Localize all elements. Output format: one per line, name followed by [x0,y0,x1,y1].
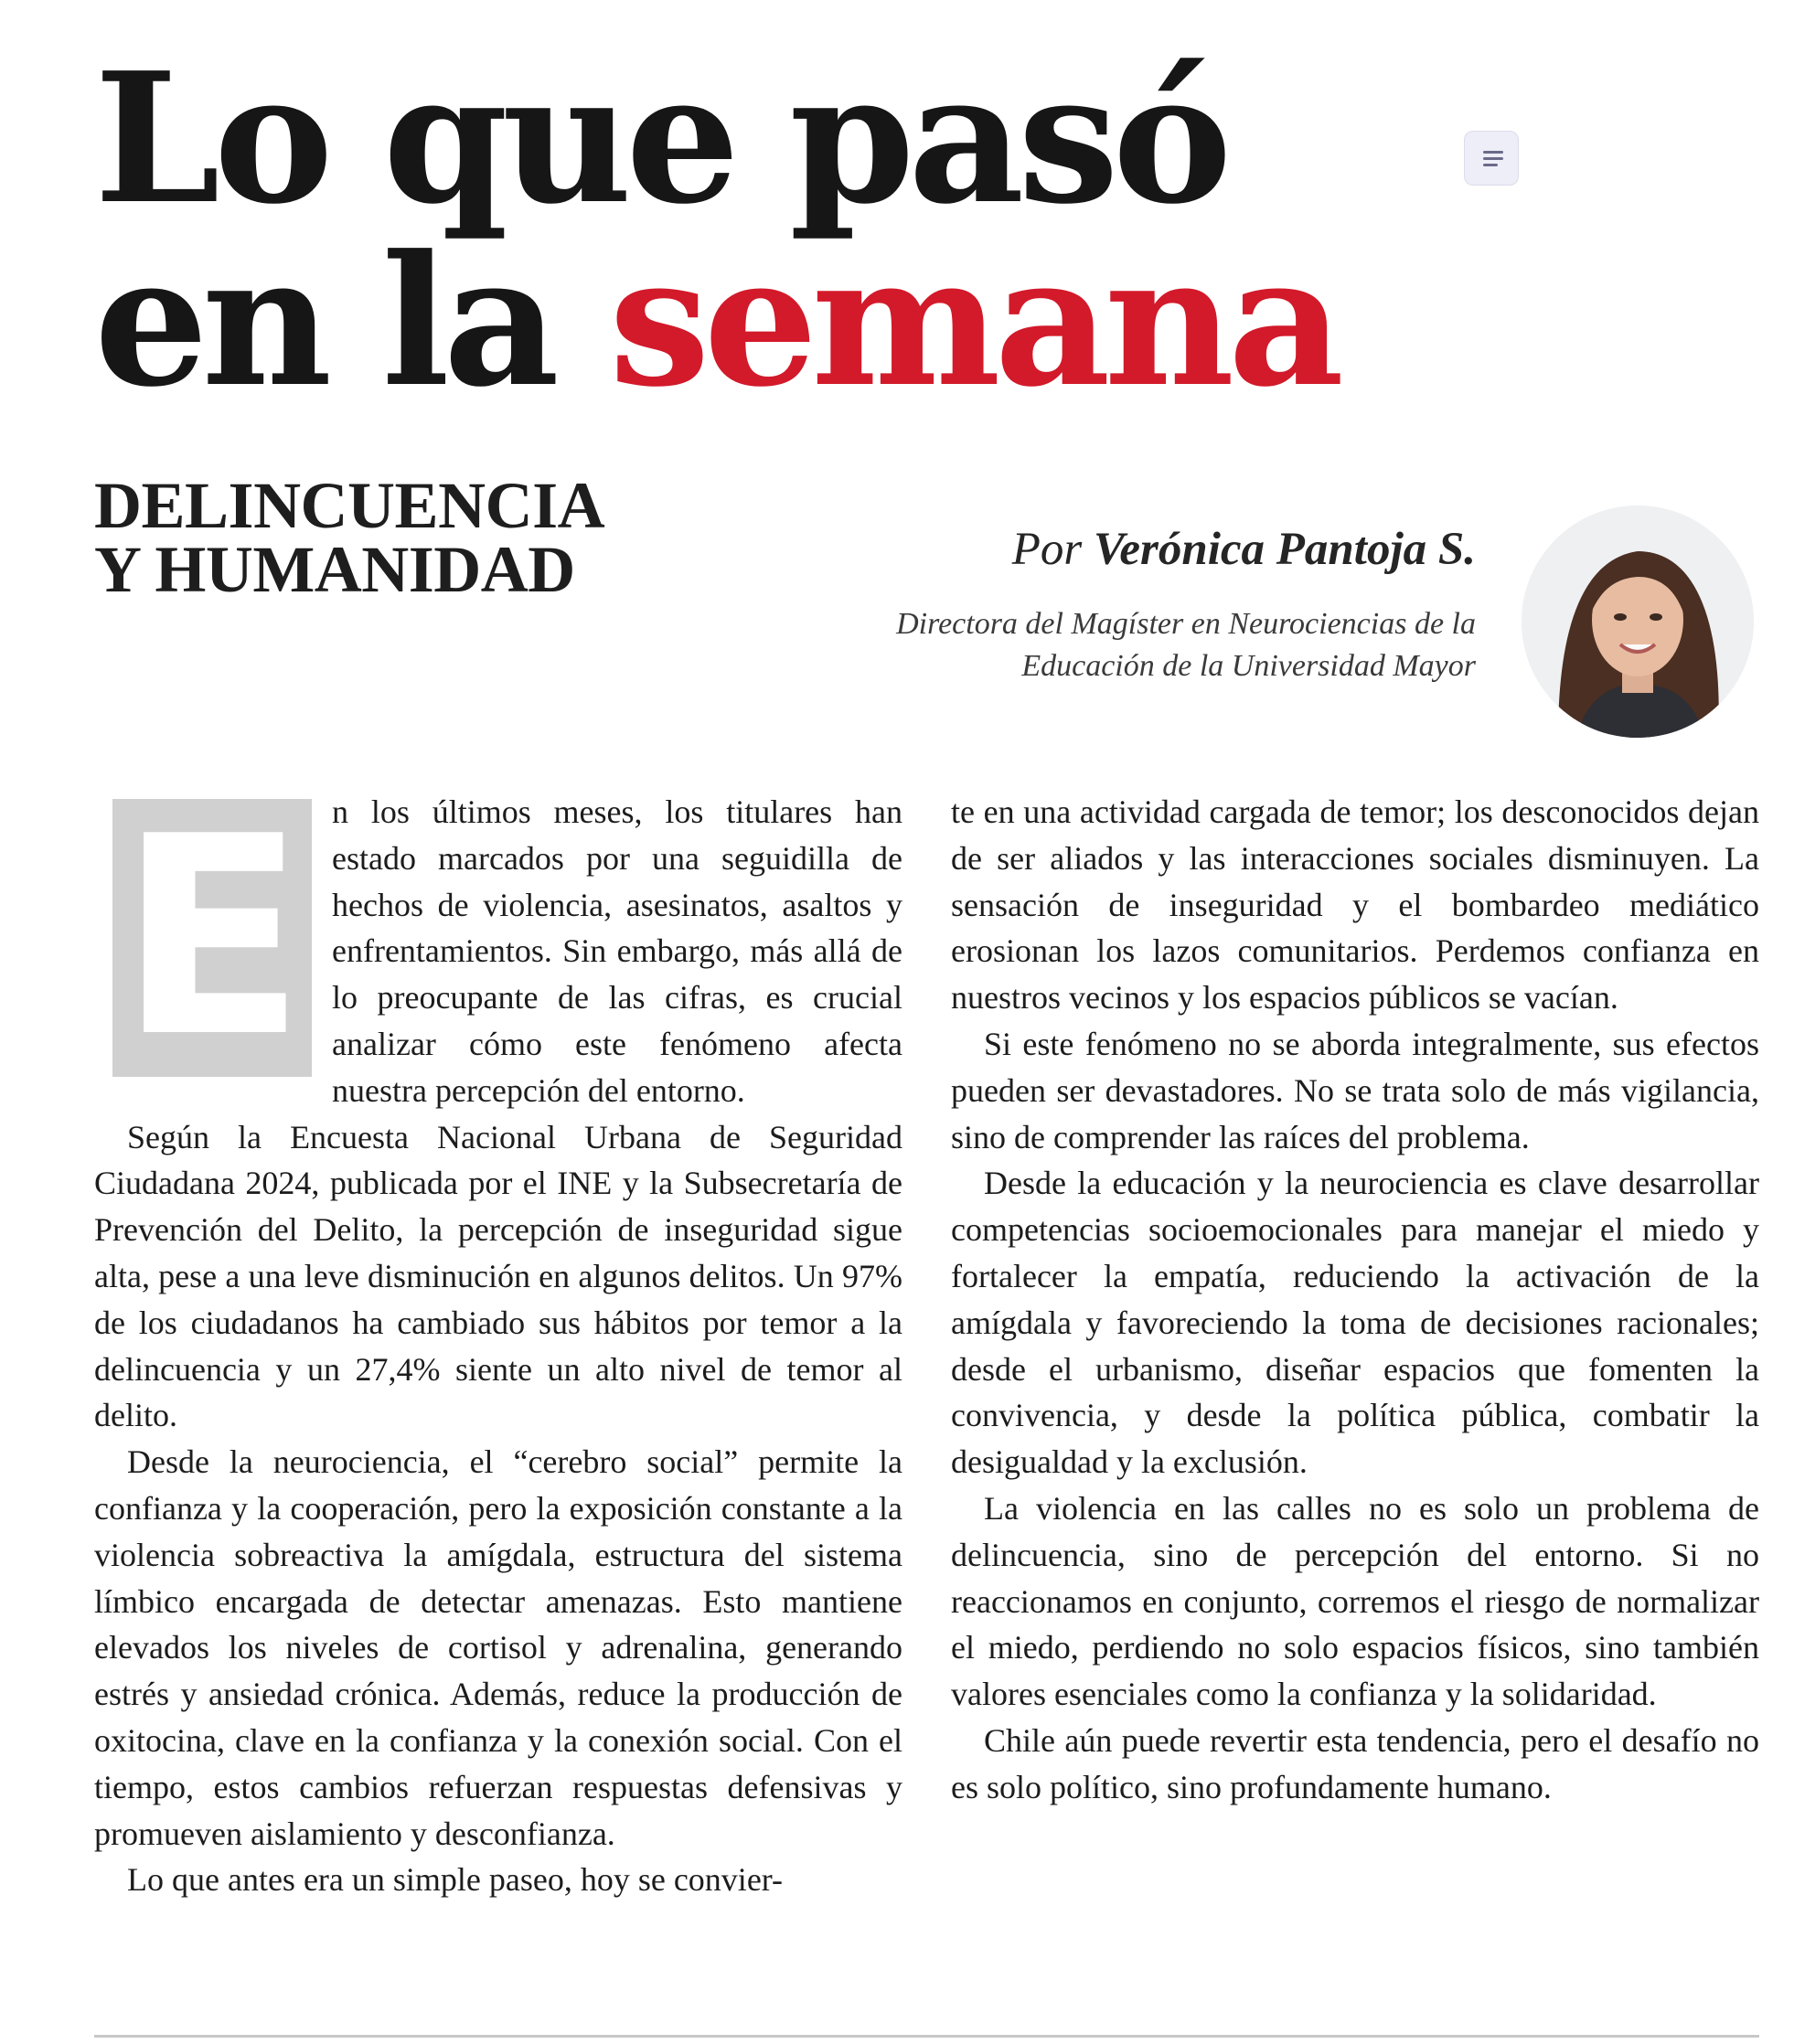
page-title [94,34,1339,427]
article-column-1 [94,778,902,1903]
author-role-line-1: Directora del Magíster en Neurociencias de la [896,607,1476,641]
bottom-divider [94,2035,1759,2038]
article-paragraph: te en una actividad cargada de temor; los desconocidos dejan de ser aliados y las interacciones sociales disminuyen. La sensación de inseguridad y el bombardeo mediático erosionan los lazos comunitarios. Perdemos confianza en nuestros vecinos y los espacios públicos se vacían. [951,793,1759,1017]
menu-lines-icon[interactable] [1464,131,1519,186]
title-line-1: Lo que pasó [94,34,1226,244]
article-paragraph: Si este fenómeno no se aborda integralmente, sus efectos pueden ser devastadores. No se trata solo de más vigilancia, sino de comprender las raíces del problema. [951,1025,1759,1155]
author-portrait-icon [1522,506,1754,738]
byline [1012,523,1476,576]
section-title [94,469,605,606]
section-title-line-2: Y HUMANIDAD [94,533,575,606]
article-paragraph: Lo que antes era un simple paseo, hoy se convier- [127,1861,784,1899]
author-role-line-2: Educación de la Universidad Mayor [1021,649,1476,683]
article-paragraph: Desde la neurociencia, el “cerebro social” permite la confianza y la cooperación, pero la exposición constante a la violencia sobreactiva la amígdala, estructura del sistema límbico encargada de detectar amenazas. Esto mantiene elevados los niveles de cortisol y adrenalina, generando estrés y ansiedad crónica. Además, reduce la producción de oxitocina, clave en la confianza y la conexión social. Con el tiempo, estos cambios refuerzan respuestas defensivas y promueven aislamiento y desconfianza. [94,1443,902,1852]
article-paragraph: Desde la educación y la neurociencia es clave desarrollar competencias socioemocionales para manejar el miedo y fortalecer la empatía, reduciendo la activación de la amígdala y favoreciendo la toma de decisiones racionales; desde el urbanismo, diseñar espacios que fomenten la convivencia, y desde la política pública, combatir la desigualdad y la exclusión. [951,1165,1759,1481]
article-paragraph: La violencia en las calles no es solo un problema de delincuencia, sino de percepción del entorno. Si no reaccionamos en conjunto, corremos el riesgo de normalizar el miedo, perdiendo no solo espacios físicos, sino también valores esenciales como la confianza y la solidaridad. [951,1489,1759,1713]
author-role [781,603,1476,687]
section-title-line-1: DELINCUENCIA [94,469,605,542]
article-paragraph [94,778,902,1114]
avatar [1522,506,1754,738]
author-name: Verónica Pantoja S. [1094,524,1476,575]
article-column-2 [951,789,1759,1811]
byline-prefix: Por [1011,524,1083,575]
article-paragraph: Chile aún puede revertir esta tendencia, pero el desafío no es solo político, sino profundamente humano. [951,1721,1759,1805]
article-paragraph: Según la Encuesta Nacional Urbana de Seguridad Ciudadana 2024, publicada por el INE y la Subsecretaría de Prevención del Delito, la percepción de inseguridad sigue alta, pese a una leve disminución en algunos delitos. Un 97% de los ciudadanos ha cambiado sus hábitos por temor a la delincuencia y un 27,4% siente un alto nivel de temor al delito. [94,1118,902,1434]
drop-cap: E [112,799,312,1077]
title-accent-word: semana [609,217,1339,427]
paragraph-text: n los últimos meses, los titulares han estado marcados por una seguidilla de hechos de violencia, asesinatos, asaltos y enfrentamientos. Sin embargo, más allá de lo preocupante de las cifras, es crucial analizar cómo este fenómeno afecta nuestra percepción del entorno. [332,793,902,1109]
title-line-2-start: en la [94,217,553,427]
